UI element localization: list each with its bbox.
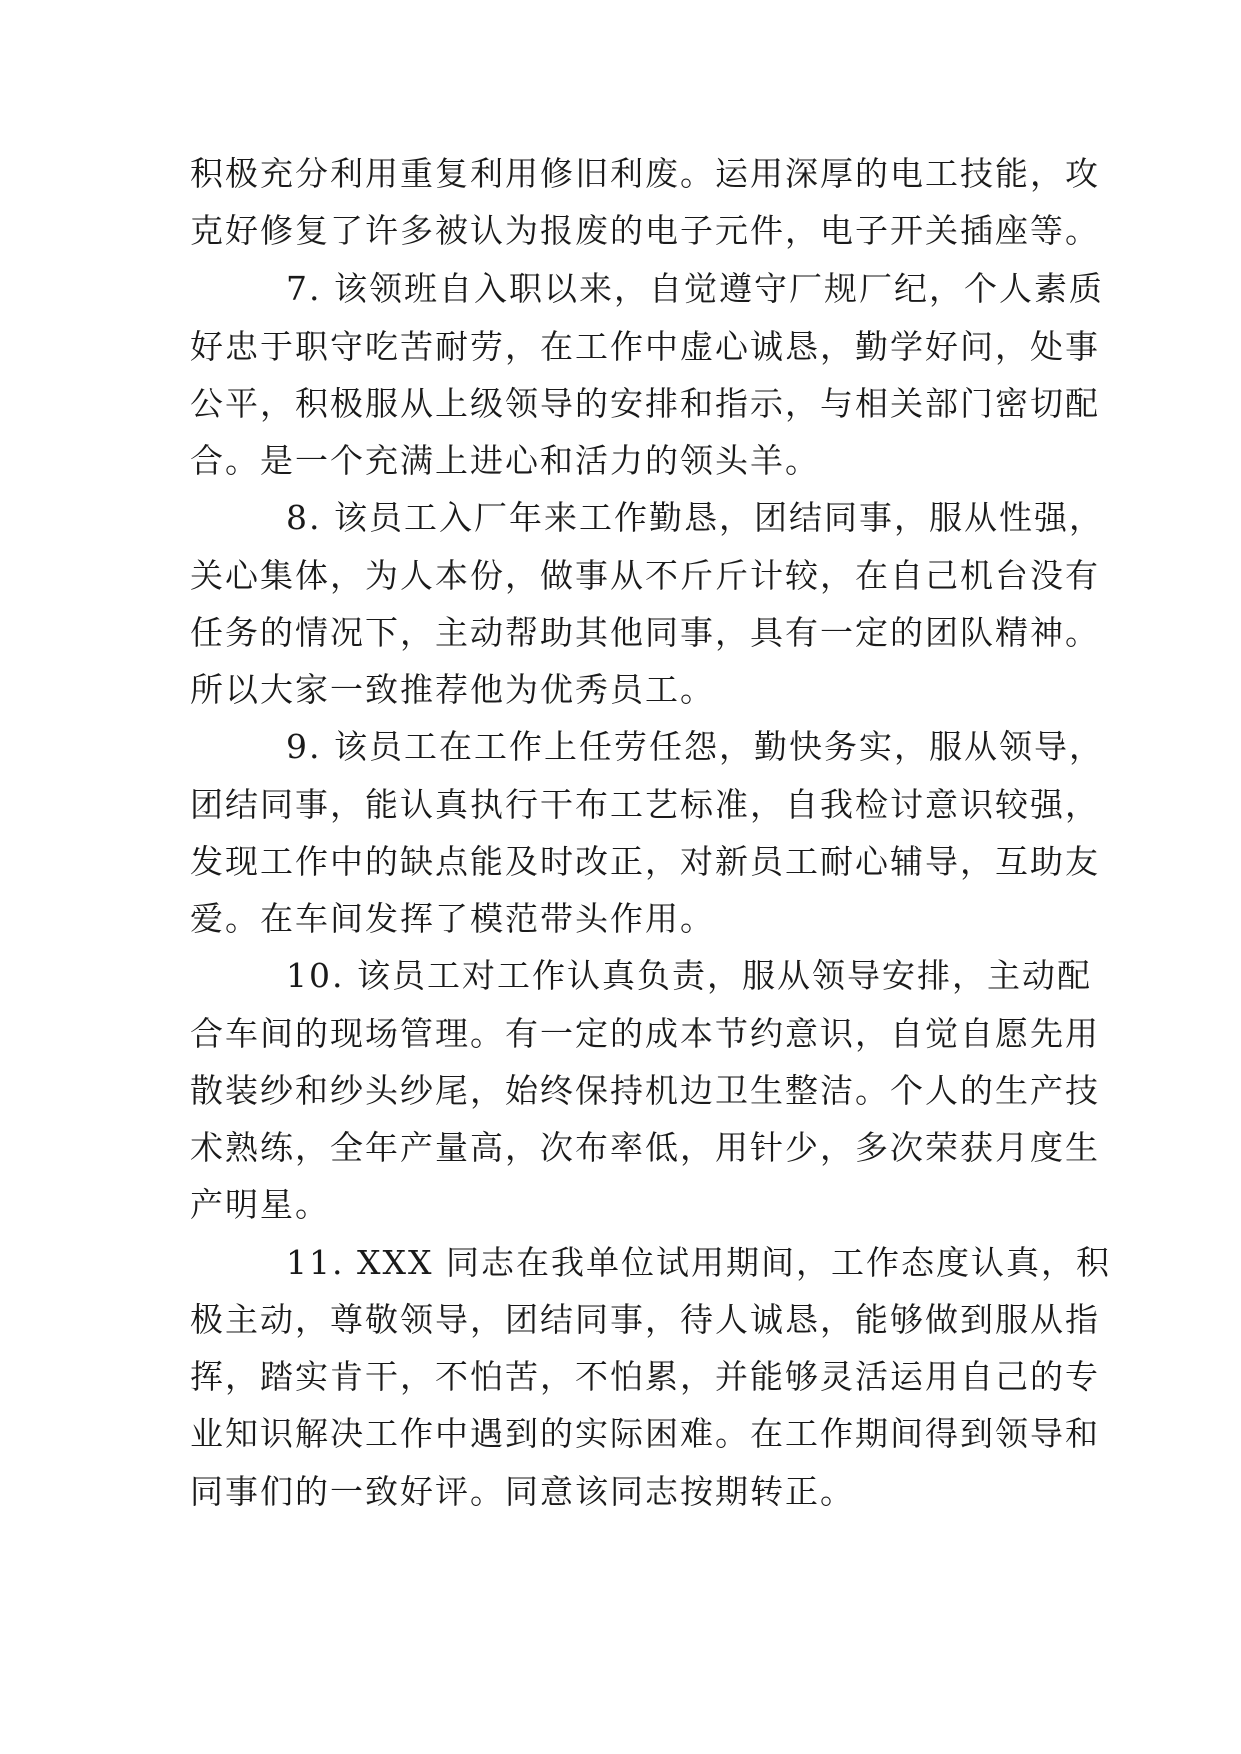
body-text-line: 公平，积极服从上级领导的安排和指示，与相关部门密切配: [190, 384, 1100, 423]
body-text-line: 术熟练，全年产量高，次布率低，用针少，多次荣获月度生: [190, 1128, 1100, 1167]
body-text-line: 任务的情况下，主动帮助其他同事，具有一定的团队精神。: [190, 613, 1100, 652]
body-text-line: 团结同事，能认真执行干布工艺标准，自我检讨意识较强，: [190, 785, 1100, 824]
list-item-9-heading-line: 9. 该员工在工作上任劳任怨，勤快务实，服从领导，: [286, 727, 1104, 766]
list-item-10-heading-line: 10. 该员工对工作认真负责，服从领导安排，主动配: [286, 956, 1092, 995]
list-item-11-heading-line: 11. XXX 同志在我单位试用期间，工作态度认真，积: [286, 1243, 1111, 1282]
body-text-line: 合。是一个充满上进心和活力的领头羊。: [190, 441, 820, 480]
body-text-line: 爱。在车间发挥了模范带头作用。: [190, 899, 715, 938]
body-text-line: 关心集体，为人本份，做事从不斤斤计较，在自己机台没有: [190, 556, 1100, 595]
body-text-line: 业知识解决工作中遇到的实际困难。在工作期间得到领导和: [190, 1414, 1100, 1453]
body-text-line: 挥，踏实肯干，不怕苦，不怕累，并能够灵活运用自己的专: [190, 1357, 1100, 1396]
body-text-line: 产明星。: [190, 1185, 330, 1224]
body-text-line: 同事们的一致好评。同意该同志按期转正。: [190, 1472, 855, 1511]
list-item-8-heading-line: 8. 该员工入厂年来工作勤恳，团结同事，服从性强，: [286, 498, 1104, 537]
body-text-line: 好忠于职守吃苦耐劳，在工作中虚心诚恳，勤学好问，处事: [190, 327, 1100, 366]
body-text-line: 积极充分利用重复利用修旧利废。运用深厚的电工技能，攻: [190, 154, 1100, 193]
body-text-line: 合车间的现场管理。有一定的成本节约意识，自觉自愿先用: [190, 1014, 1100, 1053]
body-text-line: 散装纱和纱头纱尾，始终保持机边卫生整洁。个人的生产技: [190, 1071, 1100, 1110]
list-item-7-heading-line: 7. 该领班自入职以来，自觉遵守厂规厂纪，个人素质: [286, 269, 1104, 308]
body-text-line: 克好修复了许多被认为报废的电子元件，电子开关插座等。: [190, 211, 1100, 250]
body-text-line: 所以大家一致推荐他为优秀员工。: [190, 670, 715, 709]
body-text-line: 发现工作中的缺点能及时改正，对新员工耐心辅导，互助友: [190, 842, 1100, 881]
body-text-line: 极主动，尊敬领导，团结同事，待人诚恳，能够做到服从指: [190, 1300, 1100, 1339]
